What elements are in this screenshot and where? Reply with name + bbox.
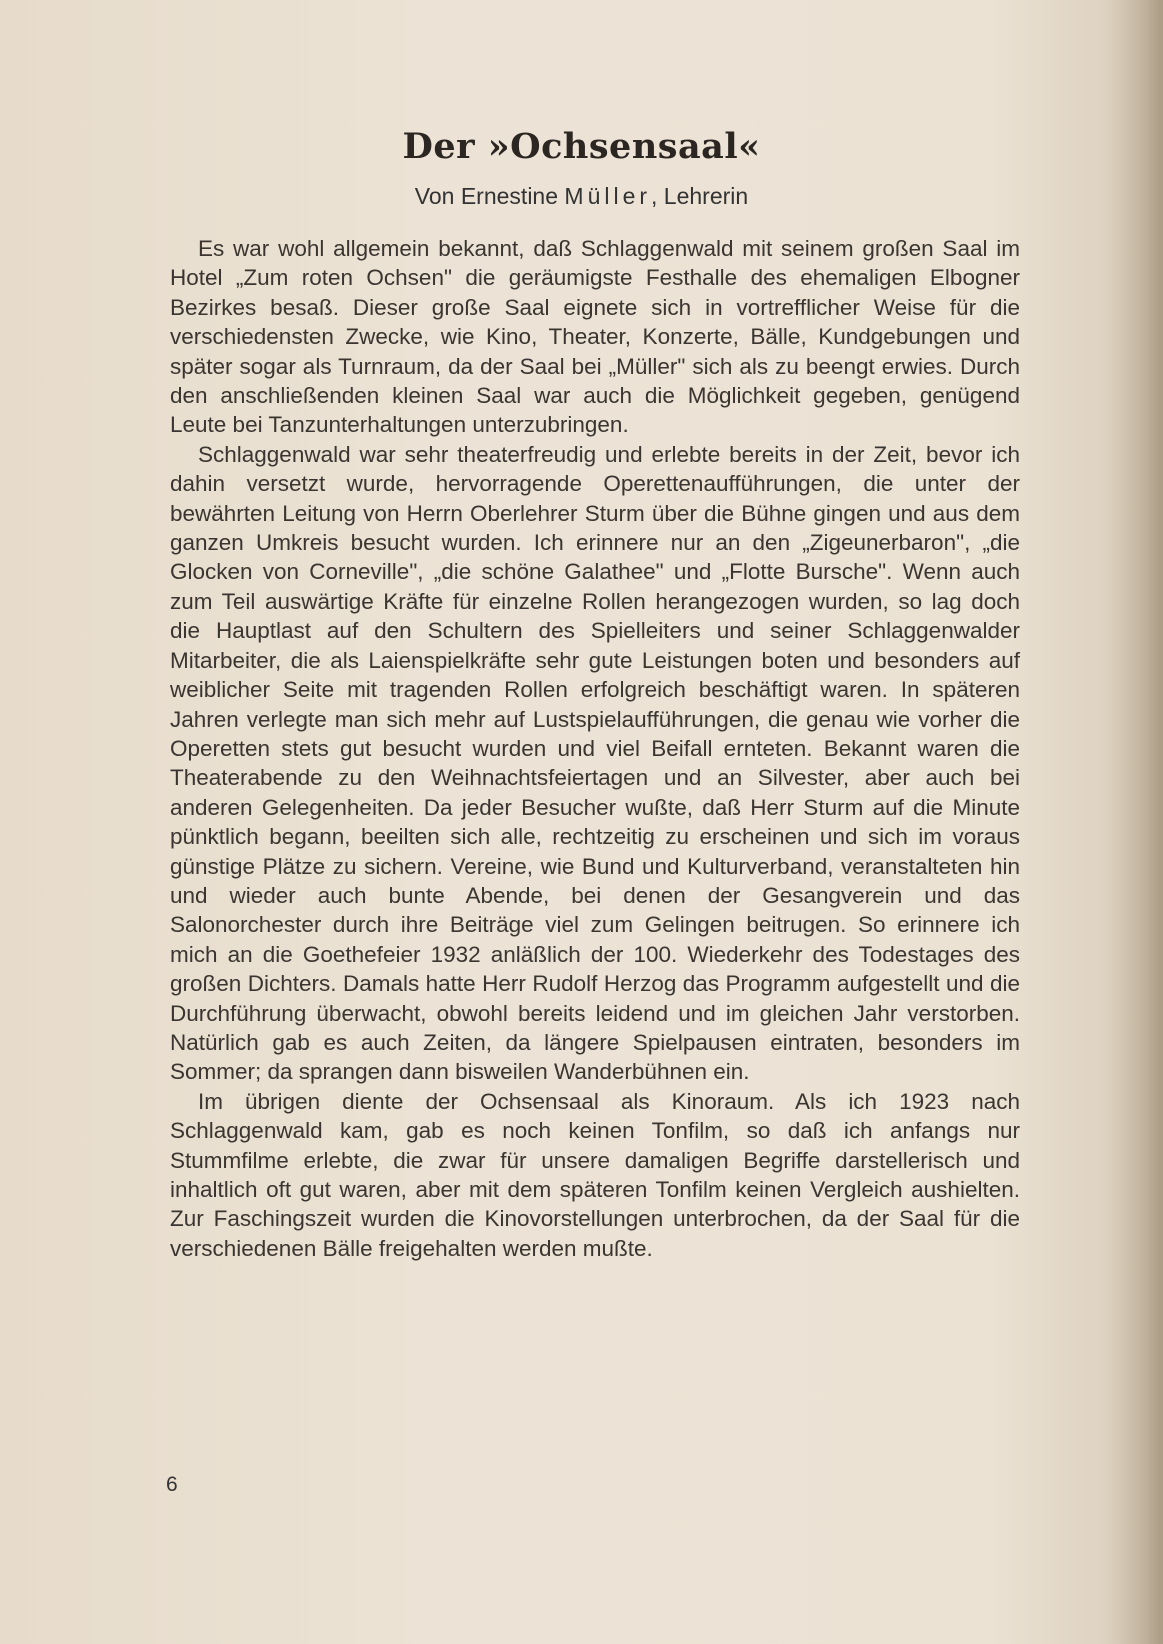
byline-suffix: , Lehrerin bbox=[651, 183, 749, 209]
paragraph-2: Schlaggenwald war sehr theaterfreudig und erlebte bereits in der Zeit, bevor ich dahin versetzt wurde, hervorragende Operettenaufführungen, die unter der bewährten Leitung von Herrn Oberlehrer Sturm über die Bühne gingen und aus dem ganzen Umkreis besucht wurden. Ich erinnere nur an den „Zigeunerbaron", „die Glocken von Corneville", „die schöne Galathee" und „Flotte Bursche". Wenn auch zum Teil auswärtige Kräfte für einzelne Rollen herangezogen wurden, so lag doch die Hauptlast auf den Schultern des Spielleiters und seiner Schlaggenwalder Mitarbeiter, die als Laienspielkräfte sehr gute Leistungen boten und besonders auf weiblicher Seite mit tragenden Rollen erfolgreich beschäftigt waren. In späteren Jahren verlegte man sich mehr auf Lustspielaufführungen, die genau wie vorher die Operetten stets gut besucht wurden und viel Beifall ernteten. Bekannt waren die Theaterabende zu den Weihnachtsfeiertagen und an Silvester, aber auch bei anderen Gelegenheiten. Da jeder Besucher wußte, daß Herr Sturm auf die Minute pünktlich begann, beeilten sich alle, rechtzeitig zu erscheinen und sich im voraus günstige Plätze zu sichern. Vereine, wie Bund und Kulturverband, veranstalteten hin und wieder auch bunte Abende, bei denen der Gesangverein und das Salonorchester durch ihre Beiträge viel zum Gelingen beitrugen. So erinnere ich mich an die Goethefeier 1932 anläßlich der 100. Wiederkehr des Todestages des großen Dichters. Damals hatte Herr Rudolf Herzog das Programm aufgestellt und die Durchführung überwacht, obwohl bereits leidend und im gleichen Jahr verstorben. Natürlich gab es auch Zeiten, da längere Spielpausen eintraten, besonders im Sommer; da sprangen dann bisweilen Wanderbühnen ein. bbox=[170, 441, 1020, 1085]
article-body bbox=[170, 234, 1020, 1263]
page-edge-shadow bbox=[1103, 0, 1163, 1644]
page-number: 6 bbox=[166, 1473, 178, 1496]
paragraph-3: Im übrigen diente der Ochsensaal als Kinoraum. Als ich 1923 nach Schlaggenwald kam, gab es noch keinen Tonfilm, so daß ich anfangs nur Stummfilme erlebte, die zwar für unsere damaligen Begriffe darstellerisch und inhaltlich oft gut waren, aber mit dem späteren Tonfilm keinen Vergleich aushielten. Zur Faschingszeit wurden die Kinovorstellungen unterbrochen, da der Saal für die verschiedenen Bälle freigehalten werden mußte. bbox=[170, 1088, 1020, 1261]
article-title: Der »Ochsensaal« bbox=[402, 126, 761, 167]
byline-author-name: Müller bbox=[564, 183, 652, 209]
paragraph-1: Es war wohl allgemein bekannt, daß Schlaggenwald mit seinem großen Saal im Hotel „Zum roten Ochsen" die geräumigste Festhalle des ehemaligen Elbogner Bezirkes besaß. Dieser große Saal eignete sich in vortrefflicher Weise für die verschiedensten Zwecke, wie Kino, Theater, Konzerte, Bälle, Kundgebungen und später sogar als Turnraum, da der Saal bei „Müller" sich als zu beengt erwies. Durch den anschließenden kleinen Saal war auch die Möglichkeit gegeben, genügend Leute bei Tanzunterhaltungen unterzubringen. bbox=[170, 236, 1020, 438]
article-byline bbox=[0, 183, 1163, 210]
byline-prefix: Von Ernestine bbox=[414, 183, 565, 209]
